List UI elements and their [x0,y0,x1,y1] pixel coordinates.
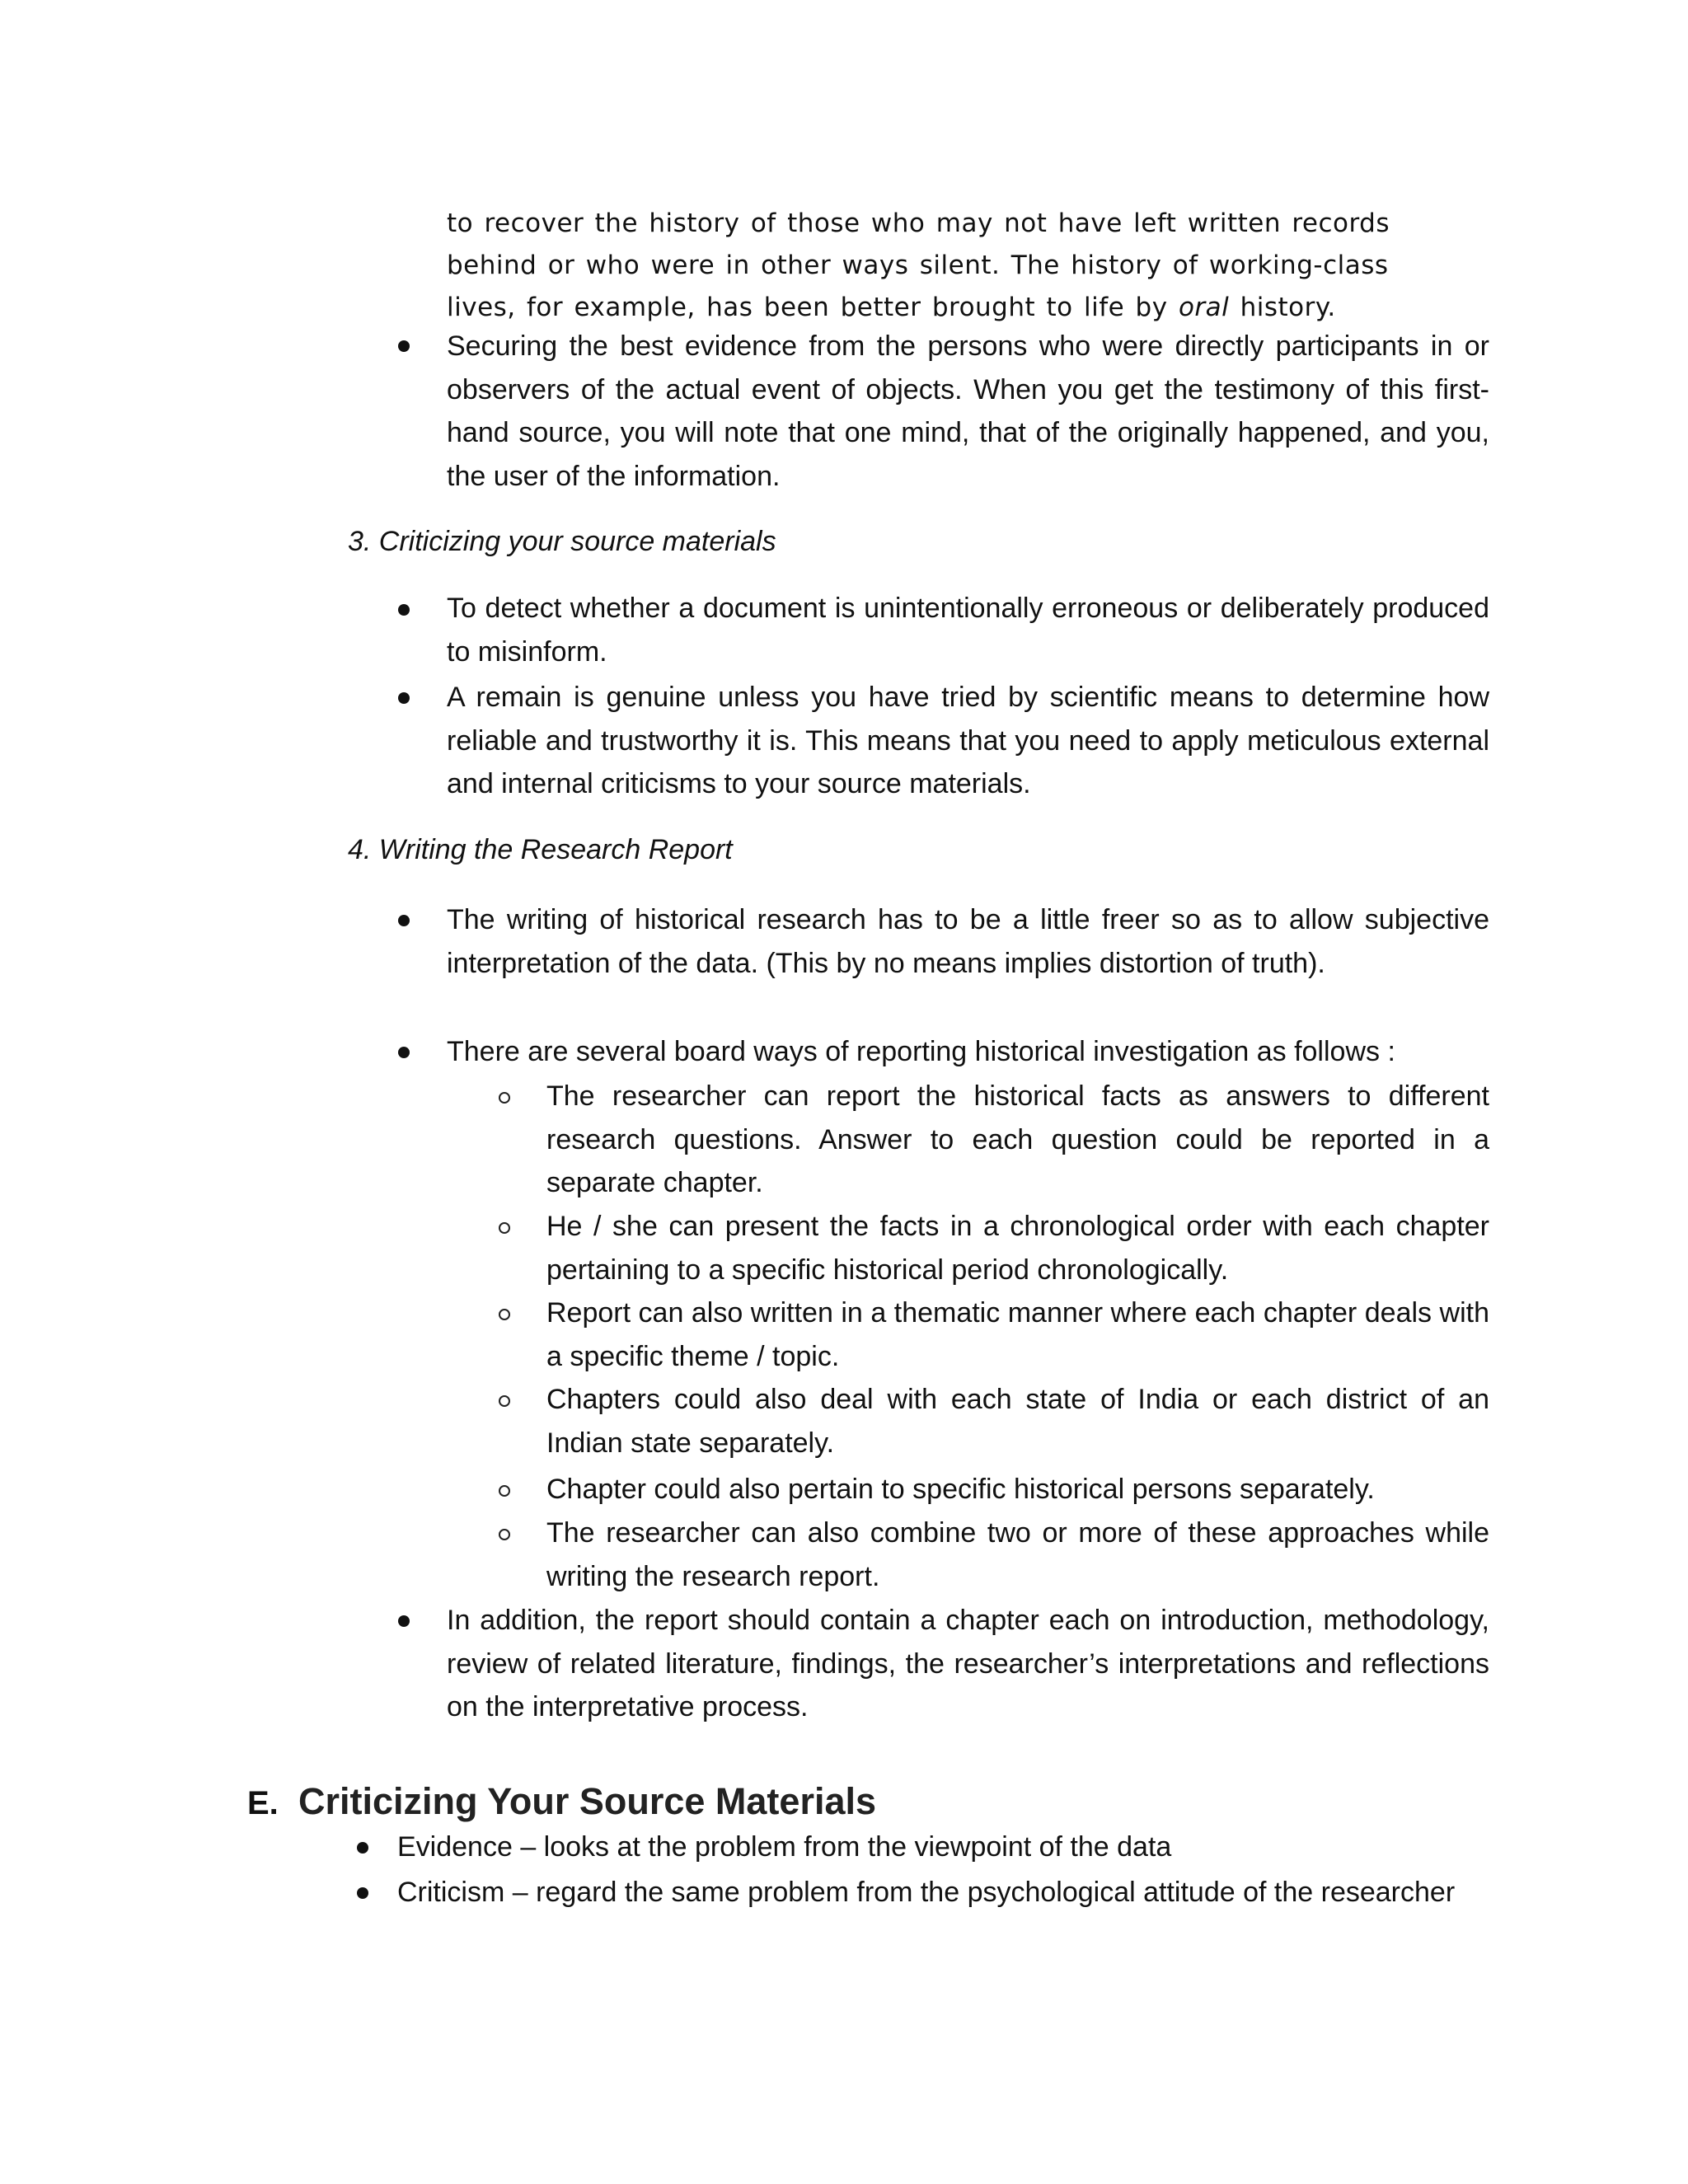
section4-sub-item-6: The researcher can also combine two or more of these approaches while writing the research report. [546,1517,1489,1592]
section-e-title: Criticizing Your Source Materials [298,1780,877,1822]
section4-sub-item-4: Chapters could also deal with each state of India or each district of an Indian state separately. [546,1384,1489,1459]
section4-bullet-1: The writing of historical research has to be a little freer so as to allow subjective interpretation of the data. (This by no means implies distortion of truth). [447,904,1489,979]
section4-bullet-3: In addition, the report should contain a chapter each on introduction, methodology, review of related literature, findings, the researcher’s interpretations and reflections on the interpretative process. [447,1605,1489,1722]
sub-bullet-circle [499,1485,510,1497]
section4-heading: 4. Writing the Research Report [348,834,733,865]
bullet-dot [357,1842,368,1854]
intro-text-pre: to recover the history of those who may not have left written records behind or who were in other ways silent. The history of working-class lives, for example, has been better brought to life by [447,209,1390,322]
intro-text-post: history. [1229,293,1336,322]
bullet-dot [398,692,410,704]
bullet-dot [398,915,410,926]
sub-bullet-circle [499,1395,510,1407]
bullet-dot [357,1887,368,1899]
section3-bullet-2: A remain is genuine unless you have tried by scientific means to determine how reliable and trustworthy it is. This means that you need to apply meticulous external and internal criticisms to your source materials. [447,682,1489,799]
intro-paragraph [447,203,1419,329]
sub-bullet-circle [499,1222,510,1234]
section4-bullet-2: There are several board ways of reporting historical investigation as follows : [447,1036,1395,1067]
section-e-bullet-1: Evidence – looks at the problem from the viewpoint of the data [397,1831,1172,1863]
section4-sub-item-2: He / she can present the facts in a chronological order with each chapter pertaining to a specific historical period chronologically. [546,1211,1489,1286]
sub-bullet-circle [499,1309,510,1320]
sub-bullet-circle [499,1092,510,1104]
sub-bullet-circle [499,1529,510,1540]
bullet-dot [398,1047,410,1058]
section3-bullet-1: To detect whether a document is unintentionally erroneous or deliberately produced to misinform. [447,593,1489,668]
section4-sub-item-5: Chapter could also pertain to specific historical persons separately. [546,1474,1375,1505]
section-e-bullet-2: Criticism – regard the same problem from the psychological attitude of the researcher [397,1877,1456,1908]
section4-sub-item-1: The researcher can report the historical facts as answers to different research questions. Answer to each question could be reported in a separate chapter. [546,1080,1489,1198]
section-e-letter: E. [247,1785,279,1821]
intro-bullet-text: Securing the best evidence from the persons who were directly participants in or observers of the actual event of objects. When you get the testimony of this first-hand source, you will note that one mind, that of the originally happened, and you, the user of the information. [447,330,1489,492]
bullet-dot [398,340,410,352]
intro-oral-word: oral [1178,293,1230,322]
bullet-dot [398,1615,410,1627]
section4-sub-item-3: Report can also written in a thematic manner where each chapter deals with a specific theme / topic. [546,1297,1489,1372]
section3-heading: 3. Criticizing your source materials [348,526,776,557]
bullet-dot [398,604,410,616]
